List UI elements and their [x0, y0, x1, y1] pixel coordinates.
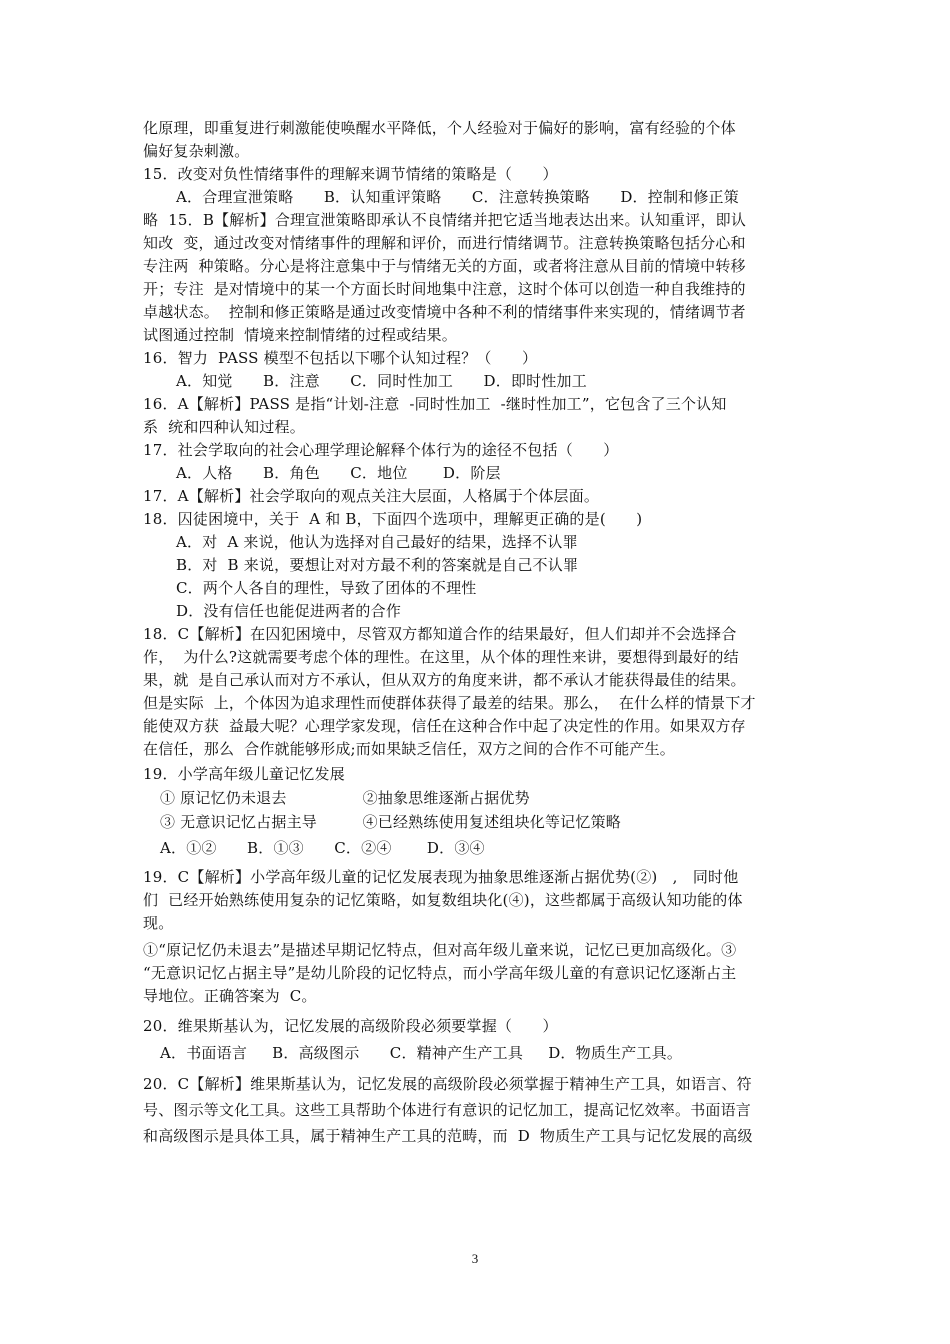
text-line: 在信任，那么 合作就能够形成;而如果缺乏信任，双方之间的合作不可能产生。: [143, 740, 675, 758]
text-line: 知改 变，通过改变对情绪事件的理解和评价，而进行情绪调节。注意转换策略包括分心和: [143, 234, 746, 252]
text-line: 略 15．B【解析】合理宣泄策略即承认不良情绪并把它适当地表达出来。认知重评，即认: [143, 211, 747, 229]
text-line: 导地位。正确答案为 C。: [143, 987, 317, 1005]
question-17: 17．社会学取向的社会心理学理论解释个体行为的途径不包括（ ）: [143, 441, 619, 459]
text-line: 和高级图示是具体工具，属于精神生产工具的范畴，而 D 物质生产工具与记忆发展的高级: [143, 1127, 753, 1145]
text-line: 专注两 种策略。分心是将注意集中于与情绪无关的方面，或者将注意从目前的情境中转移: [143, 257, 746, 275]
text-line: 们 已经开始熟练使用复杂的记忆策略，如复数组块化(④)，这些都属于高级认知功能的体: [143, 891, 743, 909]
answer-19: 19．C【解析】小学高年级儿童的记忆发展表现为抽象思维逐渐占据优势(②) , 同时他: [143, 868, 739, 886]
text-line: 试图通过控制 情境来控制情绪的过程或结果。: [143, 326, 457, 344]
text-line: 但是实际 上，个体因为追求理性而使群体获得了最差的结果。那么， 在什么样的情景下才: [143, 694, 756, 712]
question-15: 15．改变对负性情绪事件的理解来调节情绪的策略是（ ）: [143, 165, 558, 183]
text-line: 系 统和四种认知过程。: [143, 418, 305, 436]
answer-18: 18．C【解析】在囚犯困境中，尽管双方都知道合作的结果最好，但人们却并不会选择合: [143, 625, 737, 643]
text-line: 作， 为什么?这就需要考虑个体的理性。在这里，从个体的理性来讲，要想得到最好的结: [143, 648, 739, 666]
question-18-option-b: B．对 B 来说，要想让对对方最不利的答案就是自己不认罪: [176, 556, 579, 574]
question-17-options: A．人格 B．角色 C．地位 D．阶层: [176, 464, 501, 482]
question-19: 19．小学高年级儿童记忆发展: [143, 765, 345, 783]
question-16: 16．智力 PASS 模型不包括以下哪个认知过程？（ ）: [143, 349, 538, 367]
text-line: “无意识记忆占据主导”是幼儿阶段的记忆特点，而小学高年级儿童的有意识记忆逐渐占主: [143, 964, 737, 982]
question-18-option-c: C．两个人各自的理性，导致了团体的不理性: [176, 579, 477, 597]
text-line: 开；专注 是对情境中的某一个方面长时间地集中注意，这时个体可以创造一种自我维持的: [143, 280, 746, 298]
text-line: 化原理，即重复进行刺激能使唤醒水平降低，个人经验对于偏好的影响，富有经验的个体: [143, 119, 736, 137]
text-line: 能使双方获 益最大呢？心理学家发现，信任在这种合作中起了决定性的作用。如果双方存: [143, 717, 746, 735]
question-18-option-a: A．对 A 来说，他认为选择对自己最好的结果，选择不认罪: [176, 533, 578, 551]
text-line: 果，就 是自己承认而对方不承认，但从双方的角度来讲，都不承认才能获得最佳的结果。: [143, 671, 746, 689]
question-20-options: A．书面语言 B．高级图示 C．精神产生产工具 D．物质生产工具。: [160, 1044, 683, 1062]
answer-20: 20．C【解析】维果斯基认为，记忆发展的高级阶段必须掌握于精神生产工具，如语言、符: [143, 1075, 752, 1093]
text-line: 卓越状态。 控制和修正策略是通过改变情境中各种不利的情绪事件来实现的，情绪调节者: [143, 303, 746, 321]
text-line: 偏好复杂刺激。: [143, 142, 250, 160]
text-line: 号、图示等文化工具。这些工具帮助个体进行有意识的记忆加工，提高记忆效率。书面语言: [143, 1101, 752, 1119]
page-number: 3: [471, 1251, 479, 1266]
question-19-items-1: ① 原记忆仍未退去 ②抽象思维逐渐占据优势: [160, 789, 530, 807]
question-19-items-2: ③ 无意识记忆占据主导 ④已经熟练使用复述组块化等记忆策略: [160, 813, 621, 831]
question-16-options: A．知觉 B．注意 C．同时性加工 D．即时性加工: [176, 372, 587, 390]
text-line: 现。: [143, 914, 174, 932]
question-15-options: A．合理宣泄策略 B．认知重评策略 C．注意转换策略 D．控制和修正策: [176, 188, 739, 206]
answer-17: 17．A【解析】社会学取向的观点关注大层面，人格属于个体层面。: [143, 487, 600, 505]
text-line: ①“原记忆仍未退去”是描述早期记忆特点，但对高年级儿童来说，记忆已更加高级化。③: [143, 941, 737, 959]
question-18-option-d: D．没有信任也能促进两者的合作: [176, 602, 402, 620]
question-19-options: A．①② B．①③ C．②④ D．③④: [160, 839, 485, 857]
question-20: 20．维果斯基认为，记忆发展的高级阶段必须要掌握（ ）: [143, 1017, 558, 1035]
answer-16: 16．A【解析】PASS 是指“计划-注意 -同时性加工 -继时性加工”，它包含了三个认知: [143, 395, 727, 413]
question-18: 18．囚徒困境中，关于 A 和 B，下面四个选项中，理解更正确的是( ): [143, 510, 643, 528]
